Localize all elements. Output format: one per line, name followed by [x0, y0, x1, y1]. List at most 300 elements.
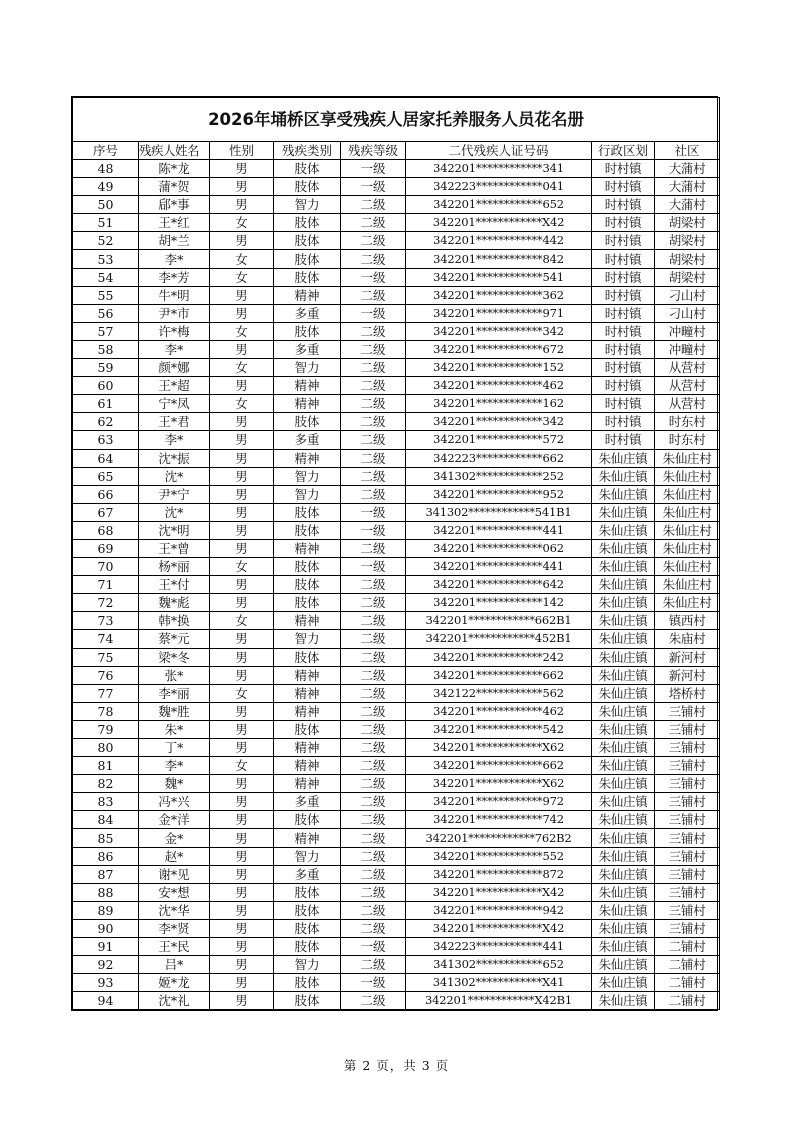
cell-index: 59	[73, 359, 139, 377]
cell-disability-type: 肢体	[274, 160, 341, 178]
table-row	[73, 232, 720, 250]
cell-name: 沈*振	[139, 449, 210, 467]
cell-community: 新河村	[655, 666, 720, 684]
cell-disability-level: 二级	[341, 576, 406, 594]
cell-index: 68	[73, 521, 139, 539]
cell-district: 朱仙庄镇	[592, 775, 655, 793]
cell-community: 朱仙庄村	[655, 485, 720, 503]
table-row	[73, 612, 720, 630]
cell-index: 64	[73, 449, 139, 467]
cell-index: 85	[73, 829, 139, 847]
col-header-community: 社区	[655, 142, 720, 160]
cell-community: 朱仙庄村	[655, 576, 720, 594]
cell-gender: 男	[210, 485, 274, 503]
cell-disability-type: 肢体	[274, 720, 341, 738]
cell-name: 李*	[139, 340, 210, 358]
table-row	[73, 630, 720, 648]
cell-index: 81	[73, 757, 139, 775]
cell-index: 78	[73, 702, 139, 720]
cell-index: 58	[73, 340, 139, 358]
cell-disability-level: 二级	[341, 883, 406, 901]
cell-district: 时村镇	[592, 232, 655, 250]
cell-gender: 男	[210, 938, 274, 956]
cell-name: 沈*	[139, 503, 210, 521]
cell-disability-level: 二级	[341, 377, 406, 395]
cell-disability-type: 肢体	[274, 938, 341, 956]
cell-certificate-number: 342201************X42B1	[406, 992, 592, 1010]
table-row	[73, 865, 720, 883]
cell-certificate-number: 342201************652	[406, 196, 592, 214]
cell-index: 71	[73, 576, 139, 594]
cell-disability-type: 精神	[274, 286, 341, 304]
cell-name: 姬*龙	[139, 974, 210, 992]
cell-community: 二铺村	[655, 938, 720, 956]
cell-disability-type: 肢体	[274, 883, 341, 901]
cell-community: 胡梁村	[655, 250, 720, 268]
cell-certificate-number: 342201************442	[406, 232, 592, 250]
cell-gender: 男	[210, 594, 274, 612]
cell-gender: 男	[210, 919, 274, 937]
cell-community: 二铺村	[655, 956, 720, 974]
table-row	[73, 576, 720, 594]
cell-disability-type: 精神	[274, 775, 341, 793]
table-row	[73, 304, 720, 322]
cell-certificate-number: 342201************552	[406, 847, 592, 865]
cell-disability-level: 二级	[341, 956, 406, 974]
cell-district: 时村镇	[592, 340, 655, 358]
cell-certificate-number: 342201************662	[406, 757, 592, 775]
cell-district: 时村镇	[592, 160, 655, 178]
cell-name: 陈*龙	[139, 160, 210, 178]
cell-district: 朱仙庄镇	[592, 539, 655, 557]
cell-gender: 男	[210, 811, 274, 829]
cell-name: 蒲*贺	[139, 178, 210, 196]
cell-certificate-number: 342201************462	[406, 377, 592, 395]
cell-index: 74	[73, 630, 139, 648]
cell-index: 67	[73, 503, 139, 521]
cell-community: 朱仙庄村	[655, 467, 720, 485]
table-row	[73, 250, 720, 268]
cell-name: 王*君	[139, 413, 210, 431]
cell-disability-type: 智力	[274, 359, 341, 377]
header-row	[73, 142, 720, 160]
cell-district: 朱仙庄镇	[592, 630, 655, 648]
cell-name: 王*民	[139, 938, 210, 956]
cell-gender: 男	[210, 974, 274, 992]
cell-index: 84	[73, 811, 139, 829]
cell-district: 朱仙庄镇	[592, 612, 655, 630]
cell-name: 魏*胜	[139, 702, 210, 720]
cell-certificate-number: 342201************441	[406, 558, 592, 576]
cell-certificate-number: 342201************672	[406, 340, 592, 358]
cell-gender: 男	[210, 503, 274, 521]
cell-certificate-number: 341302************X41	[406, 974, 592, 992]
cell-certificate-number: 342201************341	[406, 160, 592, 178]
cell-name: 冯*兴	[139, 793, 210, 811]
cell-certificate-number: 341302************652	[406, 956, 592, 974]
cell-disability-level: 二级	[341, 467, 406, 485]
cell-certificate-number: 342201************342	[406, 413, 592, 431]
table-row	[73, 485, 720, 503]
table-row	[73, 340, 720, 358]
cell-index: 50	[73, 196, 139, 214]
cell-name: 沈*明	[139, 521, 210, 539]
cell-gender: 男	[210, 232, 274, 250]
page-footer: 第 2 页，共 3 页	[343, 1058, 450, 1073]
cell-district: 朱仙庄镇	[592, 901, 655, 919]
table-row	[73, 214, 720, 232]
table-row	[73, 757, 720, 775]
cell-disability-level: 一级	[341, 268, 406, 286]
cell-disability-level: 二级	[341, 829, 406, 847]
cell-community: 从营村	[655, 359, 720, 377]
cell-index: 89	[73, 901, 139, 919]
cell-disability-level: 一级	[341, 160, 406, 178]
cell-disability-type: 智力	[274, 485, 341, 503]
cell-disability-level: 一级	[341, 938, 406, 956]
cell-index: 52	[73, 232, 139, 250]
cell-index: 75	[73, 648, 139, 666]
cell-community: 冲疃村	[655, 340, 720, 358]
cell-community: 大蒲村	[655, 196, 720, 214]
cell-district: 时村镇	[592, 214, 655, 232]
table-row	[73, 449, 720, 467]
cell-disability-type: 精神	[274, 739, 341, 757]
col-header-name: 残疾人姓名	[139, 142, 210, 160]
cell-community: 三铺村	[655, 720, 720, 738]
cell-name: 韩*换	[139, 612, 210, 630]
col-header-index: 序号	[73, 142, 139, 160]
cell-name: 杨*丽	[139, 558, 210, 576]
cell-community: 朱仙庄村	[655, 539, 720, 557]
cell-certificate-number: 342201************572	[406, 431, 592, 449]
cell-community: 三铺村	[655, 793, 720, 811]
cell-disability-level: 一级	[341, 974, 406, 992]
cell-community: 朱仙庄村	[655, 594, 720, 612]
cell-name: 赵*	[139, 847, 210, 865]
cell-name: 胡*兰	[139, 232, 210, 250]
cell-index: 70	[73, 558, 139, 576]
cell-disability-level: 二级	[341, 449, 406, 467]
cell-gender: 男	[210, 377, 274, 395]
cell-disability-level: 二级	[341, 286, 406, 304]
cell-community: 朱仙庄村	[655, 503, 720, 521]
cell-community: 塔桥村	[655, 684, 720, 702]
col-header-disability-level: 残疾等级	[341, 142, 406, 160]
cell-disability-type: 多重	[274, 304, 341, 322]
cell-disability-level: 二级	[341, 757, 406, 775]
cell-name: 吕*	[139, 956, 210, 974]
cell-certificate-number: 342201************452B1	[406, 630, 592, 648]
cell-disability-type: 精神	[274, 612, 341, 630]
cell-gender: 男	[210, 775, 274, 793]
table-row	[73, 847, 720, 865]
cell-disability-level: 二级	[341, 684, 406, 702]
cell-community: 胡梁村	[655, 214, 720, 232]
cell-community: 朱仙庄村	[655, 558, 720, 576]
cell-name: 王*红	[139, 214, 210, 232]
cell-community: 刁山村	[655, 304, 720, 322]
cell-index: 92	[73, 956, 139, 974]
cell-disability-type: 肢体	[274, 521, 341, 539]
cell-disability-level: 二级	[341, 594, 406, 612]
cell-certificate-number: 342201************542	[406, 720, 592, 738]
cell-certificate-number: 342201************441	[406, 521, 592, 539]
col-header-certificate-number: 二代残疾人证号码	[406, 142, 592, 160]
cell-disability-level: 二级	[341, 992, 406, 1010]
cell-certificate-number: 342201************142	[406, 594, 592, 612]
cell-certificate-number: 342201************162	[406, 395, 592, 413]
cell-district: 时村镇	[592, 286, 655, 304]
cell-community: 三铺村	[655, 775, 720, 793]
cell-community: 三铺村	[655, 702, 720, 720]
cell-community: 二铺村	[655, 974, 720, 992]
cell-certificate-number: 342201************972	[406, 793, 592, 811]
table-row	[73, 178, 720, 196]
cell-district: 时村镇	[592, 413, 655, 431]
cell-gender: 男	[210, 630, 274, 648]
table-row	[73, 359, 720, 377]
cell-disability-type: 肢体	[274, 178, 341, 196]
cell-district: 朱仙庄镇	[592, 739, 655, 757]
cell-gender: 男	[210, 413, 274, 431]
cell-disability-level: 一级	[341, 304, 406, 322]
cell-district: 朱仙庄镇	[592, 702, 655, 720]
roster-sheet	[71, 96, 718, 1011]
cell-index: 93	[73, 974, 139, 992]
cell-name: 金*洋	[139, 811, 210, 829]
cell-disability-type: 精神	[274, 702, 341, 720]
cell-index: 86	[73, 847, 139, 865]
cell-community: 三铺村	[655, 739, 720, 757]
cell-certificate-number: 341302************252	[406, 467, 592, 485]
cell-disability-type: 肢体	[274, 322, 341, 340]
cell-certificate-number: 342201************062	[406, 539, 592, 557]
cell-disability-type: 智力	[274, 196, 341, 214]
cell-disability-level: 二级	[341, 250, 406, 268]
cell-certificate-number: 342201************242	[406, 648, 592, 666]
cell-gender: 男	[210, 956, 274, 974]
table-row	[73, 539, 720, 557]
cell-district: 朱仙庄镇	[592, 648, 655, 666]
table-row	[73, 196, 720, 214]
cell-district: 朱仙庄镇	[592, 811, 655, 829]
table-row	[73, 775, 720, 793]
cell-district: 朱仙庄镇	[592, 956, 655, 974]
cell-district: 时村镇	[592, 304, 655, 322]
cell-gender: 男	[210, 720, 274, 738]
cell-index: 72	[73, 594, 139, 612]
cell-gender: 女	[210, 268, 274, 286]
cell-certificate-number: 342201************952	[406, 485, 592, 503]
cell-disability-type: 肢体	[274, 901, 341, 919]
cell-district: 朱仙庄镇	[592, 865, 655, 883]
cell-district: 时村镇	[592, 196, 655, 214]
cell-name: 李*	[139, 250, 210, 268]
cell-disability-level: 二级	[341, 847, 406, 865]
cell-name: 王*曾	[139, 539, 210, 557]
cell-gender: 男	[210, 648, 274, 666]
table-row	[73, 521, 720, 539]
cell-index: 53	[73, 250, 139, 268]
cell-gender: 男	[210, 178, 274, 196]
cell-index: 57	[73, 322, 139, 340]
cell-disability-type: 多重	[274, 865, 341, 883]
cell-district: 朱仙庄镇	[592, 576, 655, 594]
cell-district: 朱仙庄镇	[592, 992, 655, 1010]
cell-gender: 男	[210, 865, 274, 883]
cell-name: 郈*事	[139, 196, 210, 214]
table-row	[73, 992, 720, 1010]
cell-disability-type: 肢体	[274, 503, 341, 521]
cell-district: 朱仙庄镇	[592, 558, 655, 576]
roster-table	[72, 97, 720, 1010]
cell-district: 朱仙庄镇	[592, 938, 655, 956]
cell-certificate-number: 342201************X42	[406, 883, 592, 901]
cell-disability-level: 一级	[341, 521, 406, 539]
cell-disability-type: 精神	[274, 395, 341, 413]
cell-district: 时村镇	[592, 359, 655, 377]
cell-gender: 女	[210, 395, 274, 413]
cell-index: 94	[73, 992, 139, 1010]
cell-district: 时村镇	[592, 268, 655, 286]
cell-certificate-number: 342223************662	[406, 449, 592, 467]
cell-gender: 男	[210, 702, 274, 720]
cell-community: 三铺村	[655, 901, 720, 919]
cell-gender: 男	[210, 576, 274, 594]
cell-district: 时村镇	[592, 250, 655, 268]
cell-certificate-number: 342201************971	[406, 304, 592, 322]
cell-certificate-number: 341302************541B1	[406, 503, 592, 521]
cell-community: 大蒲村	[655, 160, 720, 178]
cell-community: 朱仙庄村	[655, 521, 720, 539]
cell-community: 三铺村	[655, 865, 720, 883]
cell-disability-type: 多重	[274, 793, 341, 811]
table-row	[73, 793, 720, 811]
cell-index: 87	[73, 865, 139, 883]
cell-disability-level: 二级	[341, 214, 406, 232]
table-row	[73, 829, 720, 847]
cell-disability-level: 二级	[341, 865, 406, 883]
cell-disability-type: 肢体	[274, 250, 341, 268]
cell-district: 时村镇	[592, 395, 655, 413]
cell-certificate-number: 342122************562	[406, 684, 592, 702]
cell-disability-type: 肢体	[274, 214, 341, 232]
cell-certificate-number: 342201************742	[406, 811, 592, 829]
cell-gender: 男	[210, 847, 274, 865]
cell-name: 许*梅	[139, 322, 210, 340]
table-row	[73, 811, 720, 829]
cell-district: 朱仙庄镇	[592, 829, 655, 847]
cell-community: 镇西村	[655, 612, 720, 630]
cell-disability-type: 肢体	[274, 811, 341, 829]
cell-gender: 男	[210, 304, 274, 322]
cell-gender: 女	[210, 757, 274, 775]
cell-certificate-number: 342201************362	[406, 286, 592, 304]
cell-disability-type: 肢体	[274, 919, 341, 937]
table-row	[73, 268, 720, 286]
cell-district: 朱仙庄镇	[592, 883, 655, 901]
cell-index: 65	[73, 467, 139, 485]
cell-gender: 男	[210, 340, 274, 358]
cell-disability-type: 智力	[274, 630, 341, 648]
cell-district: 朱仙庄镇	[592, 521, 655, 539]
cell-community: 大蒲村	[655, 178, 720, 196]
cell-disability-type: 肢体	[274, 974, 341, 992]
table-row	[73, 413, 720, 431]
cell-district: 时村镇	[592, 322, 655, 340]
table-row	[73, 974, 720, 992]
cell-name: 沈*	[139, 467, 210, 485]
cell-disability-level: 二级	[341, 196, 406, 214]
cell-disability-type: 肢体	[274, 232, 341, 250]
cell-name: 丁*	[139, 739, 210, 757]
cell-community: 三铺村	[655, 829, 720, 847]
cell-gender: 男	[210, 196, 274, 214]
cell-gender: 男	[210, 793, 274, 811]
title-row	[73, 98, 720, 142]
cell-index: 79	[73, 720, 139, 738]
table-row	[73, 322, 720, 340]
cell-certificate-number: 342201************942	[406, 901, 592, 919]
cell-name: 魏*彪	[139, 594, 210, 612]
cell-disability-type: 精神	[274, 829, 341, 847]
page-title: 2026年埇桥区享受残疾人居家托养服务人员花名册	[73, 98, 720, 142]
table-row	[73, 594, 720, 612]
cell-index: 56	[73, 304, 139, 322]
cell-gender: 男	[210, 666, 274, 684]
cell-name: 王*付	[139, 576, 210, 594]
cell-district: 时村镇	[592, 431, 655, 449]
cell-certificate-number: 342201************X42	[406, 214, 592, 232]
cell-gender: 男	[210, 286, 274, 304]
cell-name: 梁*冬	[139, 648, 210, 666]
table-row	[73, 739, 720, 757]
cell-index: 61	[73, 395, 139, 413]
cell-district: 朱仙庄镇	[592, 684, 655, 702]
cell-disability-level: 二级	[341, 901, 406, 919]
cell-disability-level: 二级	[341, 413, 406, 431]
table-row	[73, 558, 720, 576]
cell-gender: 男	[210, 829, 274, 847]
table-row	[73, 286, 720, 304]
cell-index: 62	[73, 413, 139, 431]
cell-disability-level: 二级	[341, 666, 406, 684]
cell-gender: 男	[210, 992, 274, 1010]
cell-index: 91	[73, 938, 139, 956]
cell-name: 牛*明	[139, 286, 210, 304]
cell-disability-level: 二级	[341, 720, 406, 738]
cell-name: 宁*凤	[139, 395, 210, 413]
cell-certificate-number: 342223************041	[406, 178, 592, 196]
cell-disability-level: 二级	[341, 739, 406, 757]
cell-name: 王*超	[139, 377, 210, 395]
cell-gender: 男	[210, 160, 274, 178]
table-row	[73, 901, 720, 919]
cell-district: 朱仙庄镇	[592, 485, 655, 503]
cell-district: 朱仙庄镇	[592, 974, 655, 992]
cell-disability-level: 二级	[341, 630, 406, 648]
cell-district: 朱仙庄镇	[592, 467, 655, 485]
cell-gender: 男	[210, 449, 274, 467]
cell-index: 69	[73, 539, 139, 557]
cell-district: 朱仙庄镇	[592, 757, 655, 775]
col-header-gender: 性别	[210, 142, 274, 160]
cell-index: 55	[73, 286, 139, 304]
cell-disability-type: 智力	[274, 847, 341, 865]
cell-disability-level: 二级	[341, 919, 406, 937]
cell-community: 胡梁村	[655, 268, 720, 286]
